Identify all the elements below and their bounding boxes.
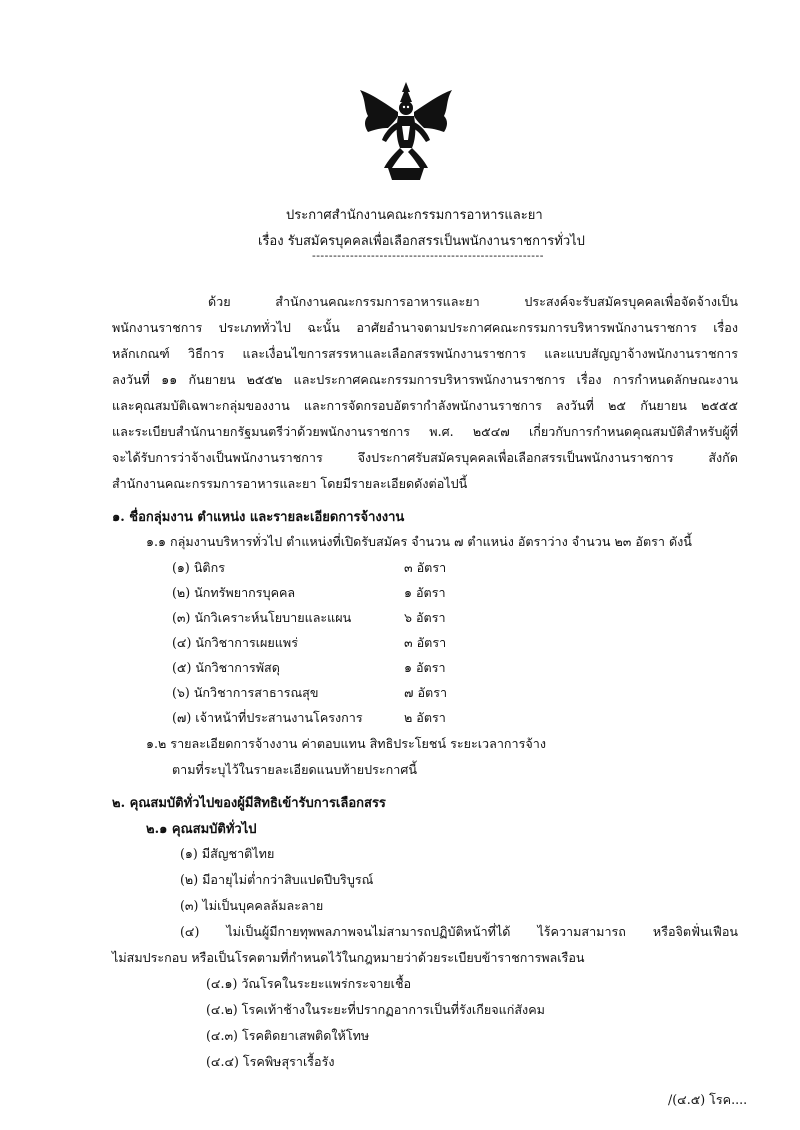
- page-continuation: /(๔.๕) โรค....: [668, 1092, 748, 1107]
- disease-item: (๔.๓) โรคติดยาเสพติดให้โทษ: [206, 1028, 370, 1043]
- qualification-item: (๒) มีอายุไม่ต่ำกว่าสิบแปดปีบริบูรณ์: [180, 872, 374, 887]
- intro-line: จะได้รับการว่าจ้างเป็นพนักงานราชการ จึงประกาศรับสมัครบุคคลเพื่อเลือกสรรเป็นพนักงานราชการ สังกัด: [112, 450, 738, 465]
- header-divider: -------------------------------------------------------: [312, 249, 544, 262]
- disease-item: (๔.๔) โรคพิษสุราเรื้อรัง: [206, 1054, 335, 1069]
- position-name: (๓) นักวิเคราะห์นโยบายและแผน: [172, 610, 352, 625]
- intro-line: ด้วย สำนักงานคณะกรรมการอาหารและยา ประสงค์จะรับสมัครบุคคลเพื่อจัดจ้างเป็น: [208, 294, 738, 309]
- section-2-heading: ๒. คุณสมบัติทั่วไปของผู้มีสิทธิเข้ารับการเลือกสรร: [112, 796, 386, 811]
- position-name: (๗) เจ้าหน้าที่ประสานงานโครงการ: [172, 710, 363, 725]
- position-name: (๒) นักทรัพยากรบุคคล: [172, 585, 296, 600]
- position-count: ๑ อัตรา: [404, 660, 446, 675]
- section-1-2-text: ตามที่ระบุไว้ในรายละเอียดแนบท้ายประกาศนี้: [172, 762, 417, 777]
- announcement-subject: เรื่อง รับสมัครบุคคลเพื่อเลือกสรรเป็นพนักงานราชการทั่วไป: [258, 234, 585, 249]
- intro-line: และคุณสมบัติเฉพาะกลุ่มของงาน และการจัดกรอบอัตรากำลังพนักงานราชการ ลงวันที่ ๒๕ กันยายน ๒๕๕๕: [112, 398, 738, 413]
- section-1-2-text: ๑.๒ รายละเอียดการจ้างงาน ค่าตอบแทน สิทธิประโยชน์ ระยะเวลาการจ้าง: [146, 736, 546, 751]
- section-1-heading: ๑. ชื่อกลุ่มงาน ตำแหน่ง และรายละเอียดการจ้างงาน: [112, 510, 405, 525]
- section-2-1-heading: ๒.๑ คุณสมบัติทั่วไป: [146, 822, 257, 837]
- position-name: (๔) นักวิชาการเผยแพร่: [172, 635, 298, 650]
- intro-line: และระเบียบสำนักนายกรัฐมนตรีว่าด้วยพนักงานราชการ พ.ศ. ๒๕๔๗ เกี่ยวกับการกำหนดคุณสมบัติสำหรับผู้ที่: [112, 424, 738, 439]
- position-count: ๓ อัตรา: [404, 560, 447, 575]
- position-count: ๓ อัตรา: [404, 635, 447, 650]
- qualification-item: (๔) ไม่เป็นผู้มีกายทุพพลภาพจนไม่สามารถปฏิบัติหน้าที่ได้ ไร้ความสามารถ หรือจิตฟั่นเฟือน: [180, 924, 738, 939]
- position-name: (๖) นักวิชาการสาธารณสุข: [172, 685, 319, 700]
- position-count: ๒ อัตรา: [404, 710, 446, 725]
- intro-line: หลักเกณฑ์ วิธีการ และเงื่อนไขการสรรหาและเลือกสรรพนักงานราชการ และแบบสัญญาจ้างพนักงานราชการ: [112, 346, 738, 361]
- position-count: ๑ อัตรา: [404, 585, 446, 600]
- announcement-title: ประกาศสำนักงานคณะกรรมการอาหารและยา: [286, 208, 543, 223]
- qualification-item: (๑) มีสัญชาติไทย: [180, 846, 275, 861]
- qualification-item-cont: ไม่สมประกอบ หรือเป็นโรคตามที่กำหนดไว้ในกฎหมายว่าด้วยระเบียบข้าราชการพลเรือน: [112, 950, 585, 965]
- garuda-emblem-icon: [358, 82, 454, 180]
- position-count: ๗ อัตรา: [404, 685, 448, 700]
- intro-line: สำนักงานคณะกรรมการอาหารและยา โดยมีรายละเอียดดังต่อไปนี้: [112, 476, 468, 491]
- intro-line: พนักงานราชการ ประเภททั่วไป ฉะนั้น อาศัยอำนาจตามประกาศคณะกรรมการบริหารพนักงานราชการ เรื่อง: [112, 320, 738, 335]
- position-name: (๑) นิติกร: [172, 560, 226, 575]
- position-name: (๕) นักวิชาการพัสดุ: [172, 660, 280, 675]
- intro-line: ลงวันที่ ๑๑ กันยายน ๒๕๕๒ และประกาศคณะกรรมการบริหารพนักงานราชการ เรื่อง การกำหนดลักษณะงาน: [112, 372, 738, 387]
- section-1-1-text: ๑.๑ กลุ่มงานบริหารทั่วไป ตำแหน่งที่เปิดรับสมัคร จำนวน ๗ ตำแหน่ง อัตราว่าง จำนวน ๒๓ อัตรา ดังนี้: [146, 534, 692, 549]
- qualification-item: (๓) ไม่เป็นบุคคลล้มละลาย: [180, 898, 324, 913]
- position-count: ๖ อัตรา: [404, 610, 446, 625]
- disease-item: (๔.๒) โรคเท้าช้างในระยะที่ปรากฏอาการเป็นที่รังเกียจแก่สังคม: [206, 1002, 545, 1017]
- disease-item: (๔.๑) วัณโรคในระยะแพร่กระจายเชื้อ: [206, 976, 412, 991]
